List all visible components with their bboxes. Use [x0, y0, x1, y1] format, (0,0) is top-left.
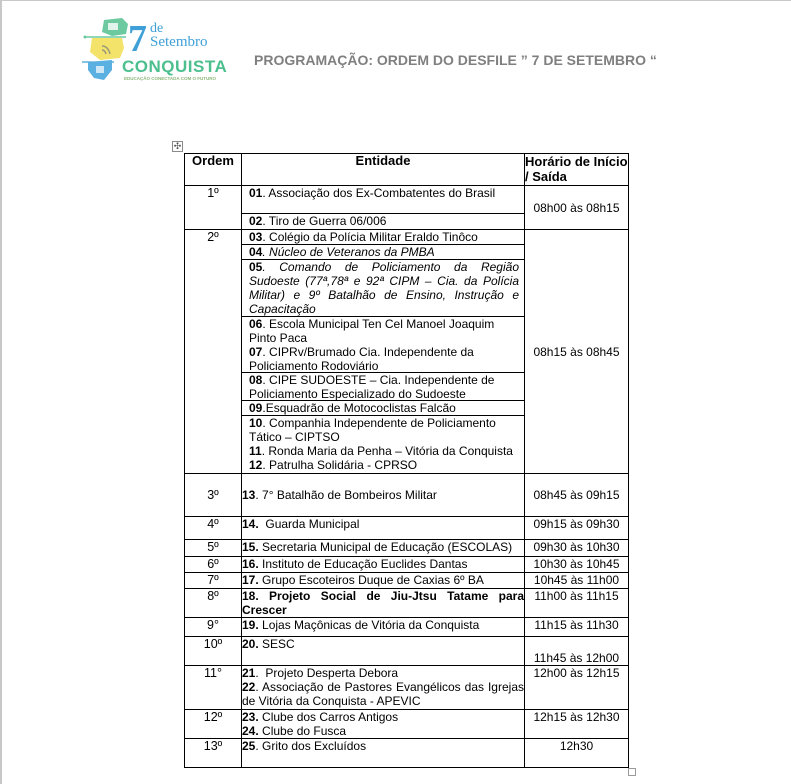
- entity-cell: 16. Instituto de Educação Euclides Dantas: [242, 557, 525, 573]
- horario-cell: 12h30: [525, 739, 629, 768]
- ordem-cell: 8º: [185, 589, 242, 618]
- entity-item: 22. Associação de Pastores Evangélicos das Igrejas de Vitória da Conquista - APEVIC: [242, 680, 524, 708]
- header-horario: Horário de Início / Saída: [525, 154, 628, 184]
- table-row: [185, 474, 629, 517]
- table-row: [185, 710, 629, 739]
- ordem-cell: 3º: [185, 474, 242, 517]
- ordem-cell: 7º: [185, 573, 242, 589]
- entity-item: 08. CIPE SUDOESTE – Cia. Independente de Policiamento Especializado do Sudoeste: [242, 372, 524, 400]
- table-row: [185, 557, 629, 573]
- ordem-cell: 6º: [185, 557, 242, 573]
- table-row: [185, 540, 629, 557]
- entity-cell: 15. Secretaria Municipal de Educação (ESCOLAS): [242, 540, 525, 557]
- table-move-handle-icon[interactable]: ✣: [173, 141, 182, 151]
- entity-cell: [242, 186, 525, 230]
- ordem-cell: 4º: [185, 517, 242, 540]
- entity-cell: [242, 666, 525, 710]
- entity-item: 01. Associação dos Ex-Combatentes do Brasil: [249, 186, 496, 200]
- entity-cell: [242, 710, 525, 739]
- entity-cell: 14. Guarda Municipal: [242, 517, 525, 540]
- horario-cell: 11h15 às 11h30: [525, 618, 629, 637]
- horario-cell: 08h00 às 08h15: [525, 186, 629, 230]
- logo-number: 7: [128, 18, 147, 60]
- entity-item: 04. Núcleo de Veteranos da PMBA: [242, 244, 524, 259]
- header-entidade: Entidade: [242, 154, 525, 186]
- ordem-cell: 1º: [185, 186, 242, 230]
- horario-cell: 12h15 às 12h30: [525, 710, 629, 739]
- entity-cell: 19. Lojas Maçônicas de Vitória da Conquista: [242, 618, 525, 637]
- horario-cell: 10h30 às 10h45: [525, 557, 629, 573]
- horario-cell: 11h00 às 11h15: [525, 589, 629, 618]
- horario-cell: 09h30 às 10h30: [525, 540, 629, 557]
- entity-item: 24. Clube do Fusca: [242, 724, 347, 738]
- table-row: [185, 666, 629, 710]
- entity-item: 06. Escola Municipal Ten Cel Manoel Joaquim Pinto Paca 07. CIPRv/Brumado Cia. Independente da Policiamento Rodoviário: [242, 316, 524, 372]
- table-resize-handle[interactable]: [628, 768, 636, 776]
- table-row: [185, 739, 629, 768]
- logo-setembro: Setembro: [150, 34, 208, 50]
- document-title: PROGRAMAÇÃO: ORDEM DO DESFILE ” 7 DE SETEMBRO “: [254, 52, 657, 68]
- horario-cell: 11h45 às 12h00: [525, 637, 629, 666]
- logo-7-de-setembro-conquista: [82, 18, 228, 84]
- entity-item: 03. Colégio da Polícia Militar Eraldo Tinôco: [249, 230, 478, 244]
- entity-item: 09.Esquadrão de Motococlistas Falcão: [242, 400, 524, 415]
- horario-cell: 08h45 às 09h15: [525, 474, 629, 517]
- logo-tagline: EDUCAÇÃO CONECTADA COM O FUTURO: [124, 76, 216, 81]
- ordem-cell: 2º: [185, 230, 242, 474]
- ordem-cell: 13º: [185, 739, 242, 768]
- table-row: [185, 618, 629, 637]
- entity-item: 05. Comando de Policiamento da Região Sudoeste (77ª,78ª e 92ª CIPM – Cia. da Polícia Militar) e 9º Batalhão de Ensino, Instrução e Capacitação: [242, 259, 524, 316]
- page-edge: [0, 0, 2, 784]
- ordem-cell: 5º: [185, 540, 242, 557]
- entity-item: 21. Projeto Desperta Debora: [242, 666, 399, 680]
- horario-cell: 10h45 às 11h00: [525, 573, 629, 589]
- table-row: [185, 637, 629, 666]
- ordem-cell: 12º: [185, 710, 242, 739]
- entity-item: 23. Clube dos Carros Antigos: [242, 710, 399, 724]
- ordem-cell: 10º: [185, 637, 242, 666]
- entity-cell: 17. Grupo Escoteiros Duque de Caxias 6º BA: [242, 573, 525, 589]
- ordem-cell: 9°: [185, 618, 242, 637]
- entity-item: 02. Tiro de Guerra 06/006: [242, 213, 524, 229]
- table-header-row: [185, 154, 629, 186]
- table-row: [185, 573, 629, 589]
- entity-cell: [242, 230, 525, 474]
- table-row: [185, 230, 629, 474]
- horario-cell: 08h15 às 08h45: [525, 230, 629, 474]
- entity-cell: 20. SESC: [242, 637, 525, 666]
- logo-conquista: CONQUISTA: [122, 57, 228, 76]
- table-row: [185, 517, 629, 540]
- header-ordem: Ordem: [185, 154, 242, 186]
- horario-cell: 12h00 às 12h15: [525, 666, 629, 710]
- entity-cell: 25. Grito dos Excluídos: [242, 739, 525, 768]
- page-edge: [0, 0, 791, 1]
- horario-cell: 09h15 às 09h30: [525, 517, 629, 540]
- schedule-table: [184, 153, 629, 768]
- ordem-cell: 11°: [185, 666, 242, 710]
- entity-cell: 18. Projeto Social de Jiu-Jtsu Tatame para Crescer: [242, 589, 524, 617]
- entity-item: 10. Companhia Independente de Policiamento Tático – CIPTSO 11. Ronda Maria da Penha – Vitória da Conquista 12. Patrulha Solidária - CPRSO: [242, 415, 524, 473]
- table-row: [185, 589, 629, 618]
- logo-de: de: [150, 21, 164, 36]
- table-row: [185, 186, 629, 230]
- entity-cell: 13. 7° Batalhão de Bombeiros Militar: [242, 474, 525, 517]
